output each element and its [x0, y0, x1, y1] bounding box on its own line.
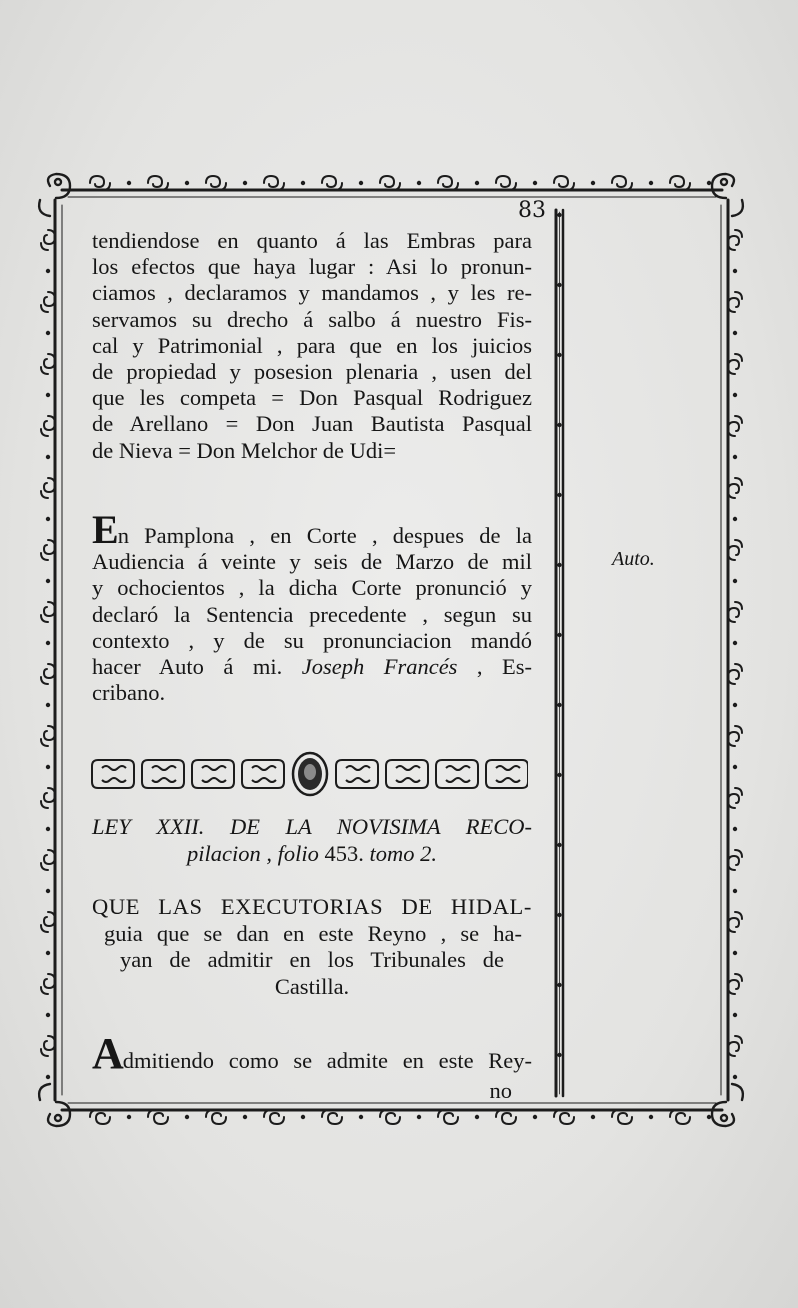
border-bead [733, 1075, 737, 1079]
border-scroll [496, 1110, 516, 1124]
border-scroll [438, 1110, 458, 1124]
ornament-cartouche [336, 760, 378, 788]
border-bead [733, 703, 737, 707]
border-scroll [728, 230, 742, 250]
text-line: cal y Patrimonial , para que en los juicios [92, 332, 532, 358]
border-scroll [41, 292, 55, 312]
text-line [92, 1029, 532, 1078]
border-bead [185, 181, 189, 185]
border-bead [557, 703, 561, 707]
text-run: dmitiendo como se admite en este Rey- [122, 1048, 532, 1073]
law-rubric [92, 894, 532, 1000]
border-bead [46, 269, 50, 273]
law-title-line [92, 840, 532, 867]
drop-initial: E [92, 507, 117, 552]
border-scroll [554, 1110, 574, 1124]
border-bead [46, 1075, 50, 1079]
border-scroll [728, 664, 742, 684]
border-bead [301, 181, 305, 185]
ornament-cartouche [192, 760, 234, 788]
border-bead [557, 283, 561, 287]
border-scroll [41, 850, 55, 870]
border-bead [733, 641, 737, 645]
border-bead [46, 393, 50, 397]
drop-initial: A [92, 1029, 122, 1078]
border-scroll [264, 1110, 284, 1124]
medallion [293, 753, 327, 795]
border-scroll [41, 912, 55, 932]
border-bead [733, 455, 737, 459]
border-bead [733, 827, 737, 831]
border-scroll [264, 176, 284, 190]
ornament-cartouche [242, 760, 284, 788]
text-line: de Nieva = Don Melchor de Udi= [92, 437, 397, 463]
border-bead [733, 517, 737, 521]
border-scroll [90, 176, 110, 190]
text-run: pilacion , folio [187, 841, 319, 866]
border-bead [557, 1053, 561, 1057]
text-line: contexto , y de su pronunciacion mandó [92, 627, 532, 653]
border-bead [46, 517, 50, 521]
border-scroll [612, 176, 632, 190]
paragraph-auto [92, 507, 533, 706]
border-scroll [322, 176, 342, 190]
law-title [92, 813, 532, 867]
border-bead [46, 641, 50, 645]
border-scroll [728, 602, 742, 622]
border-bead [557, 913, 561, 917]
border-scroll [728, 478, 742, 498]
border-bead [46, 579, 50, 583]
ornament-cartouche [92, 760, 134, 788]
border-bead [733, 393, 737, 397]
border-scroll [728, 974, 742, 994]
border-bead [733, 1013, 737, 1017]
border-scroll [728, 354, 742, 374]
paragraph-admitiendo [92, 1029, 532, 1104]
border-scroll [728, 292, 742, 312]
rubric-line: Castilla. [274, 973, 350, 999]
border-bead [591, 181, 595, 185]
border-scroll [41, 974, 55, 994]
border-scroll [554, 176, 574, 190]
border-bead [733, 889, 737, 893]
border-bead [733, 331, 737, 335]
border-bead [127, 181, 131, 185]
border-scroll [612, 1110, 632, 1124]
text-line [92, 654, 532, 680]
border-bead [243, 181, 247, 185]
text-line: ciamos , declaramos y mandamos , y les re- [92, 280, 532, 306]
border-scroll [496, 176, 516, 190]
text-line: cribano. [92, 680, 166, 706]
border-scroll [670, 176, 690, 190]
border-bead [301, 1115, 305, 1119]
law-title-line: LEY XXII. DE LA NOVISIMA RECO- [92, 814, 532, 839]
border-bead [707, 181, 711, 185]
text-line: que les competa = Don Pasqual Rodriguez [92, 385, 532, 411]
ornament-band [88, 748, 528, 800]
text-run: n Pamplona , en Corte , despues de la [117, 523, 532, 548]
border-bead [707, 1115, 711, 1119]
border-scroll [728, 1036, 742, 1056]
border-bead [733, 579, 737, 583]
text-line: tendiendose en quanto á las Embras para [92, 228, 532, 253]
border-bead [46, 703, 50, 707]
border-bead [46, 1013, 50, 1017]
border-bead [127, 1115, 131, 1119]
text-line: declaró la Sentencia precedente , segun su [92, 601, 532, 627]
border-bead [557, 423, 561, 427]
border-scroll [41, 788, 55, 808]
catchword: no [489, 1078, 512, 1103]
border-bead [46, 951, 50, 955]
text-line: servamos su drecho á salbo á nuestro Fis- [92, 306, 532, 332]
border-bead [557, 213, 561, 217]
text-run: tomo 2. [369, 841, 437, 866]
text-run: , Es- [476, 654, 533, 680]
border-scroll [728, 912, 742, 932]
border-scroll [148, 1110, 168, 1124]
border-scroll [728, 416, 742, 436]
border-scroll [41, 726, 55, 746]
border-scroll [380, 176, 400, 190]
border-scroll [206, 1110, 226, 1124]
border-bead [417, 1115, 421, 1119]
text-line: Audiencia á veinte y seis de Marzo de mil [92, 549, 532, 575]
border-scroll [41, 602, 55, 622]
border-scroll [41, 664, 55, 684]
border-bead [591, 1115, 595, 1119]
page-number: 83 [518, 198, 546, 223]
text-line: de Arellano = Don Juan Bautista Pasqual [92, 411, 532, 437]
border-bead [649, 181, 653, 185]
border-bead [557, 633, 561, 637]
border-bead [46, 827, 50, 831]
border-bead [557, 353, 561, 357]
text-line: y ochocientos , la dicha Corte pronunció y [92, 575, 532, 601]
border-bead [243, 1115, 247, 1119]
border-bead [46, 331, 50, 335]
border-scroll [41, 478, 55, 498]
border-scroll [728, 540, 742, 560]
border-scroll [41, 540, 55, 560]
signer-name: Joseph Francés [301, 654, 458, 680]
border-bead [649, 1115, 653, 1119]
border-bead [733, 951, 737, 955]
border-scroll [148, 176, 168, 190]
border-scroll [380, 1110, 400, 1124]
border-bead [533, 1115, 537, 1119]
border-scroll [41, 354, 55, 374]
border-bead [557, 563, 561, 567]
border-bead [46, 765, 50, 769]
border-bead [733, 765, 737, 769]
border-scroll [206, 176, 226, 190]
border-bead [533, 181, 537, 185]
border-bead [185, 1115, 189, 1119]
border-bead [475, 1115, 479, 1119]
border-scroll [728, 850, 742, 870]
border-scroll [728, 726, 742, 746]
border-bead [46, 455, 50, 459]
folio-number: 453. [324, 841, 364, 866]
border-bead [46, 889, 50, 893]
border-bead [359, 181, 363, 185]
border-scroll [438, 176, 458, 190]
border-scroll [90, 1110, 110, 1124]
border-bead [557, 773, 561, 777]
border-bead [557, 493, 561, 497]
border-bead [557, 983, 561, 987]
text-line [92, 507, 532, 552]
border-scroll [41, 416, 55, 436]
text-line: los efectos que haya lugar : Asi lo pronun- [92, 254, 532, 280]
rubric-line: QUE LAS EXECUTORIAS DE HIDAL- [92, 894, 532, 919]
ornament-cartouche [436, 760, 478, 788]
rubric-line: yan de admitir en los Tribunales de [120, 947, 504, 972]
border-scroll [41, 1036, 55, 1056]
border-scroll [41, 230, 55, 250]
text-run: hacer Auto á mi. [92, 654, 283, 680]
border-bead [359, 1115, 363, 1119]
border-scroll [670, 1110, 690, 1124]
border-bead [475, 181, 479, 185]
ornament-cartouche [142, 760, 184, 788]
ornament-cartouche [486, 760, 528, 788]
paragraph-sentence-end [92, 228, 532, 464]
ornament-cartouche [386, 760, 428, 788]
text-line: de propiedad y posesion plenaria , usen del [92, 359, 532, 385]
rubric-line: guia que se dan en este Reyno , se ha- [104, 920, 522, 946]
border-bead [733, 269, 737, 273]
border-bead [417, 181, 421, 185]
border-bead [557, 843, 561, 847]
border-scroll [322, 1110, 342, 1124]
margin-note: Auto. [612, 548, 655, 570]
border-scroll [728, 788, 742, 808]
